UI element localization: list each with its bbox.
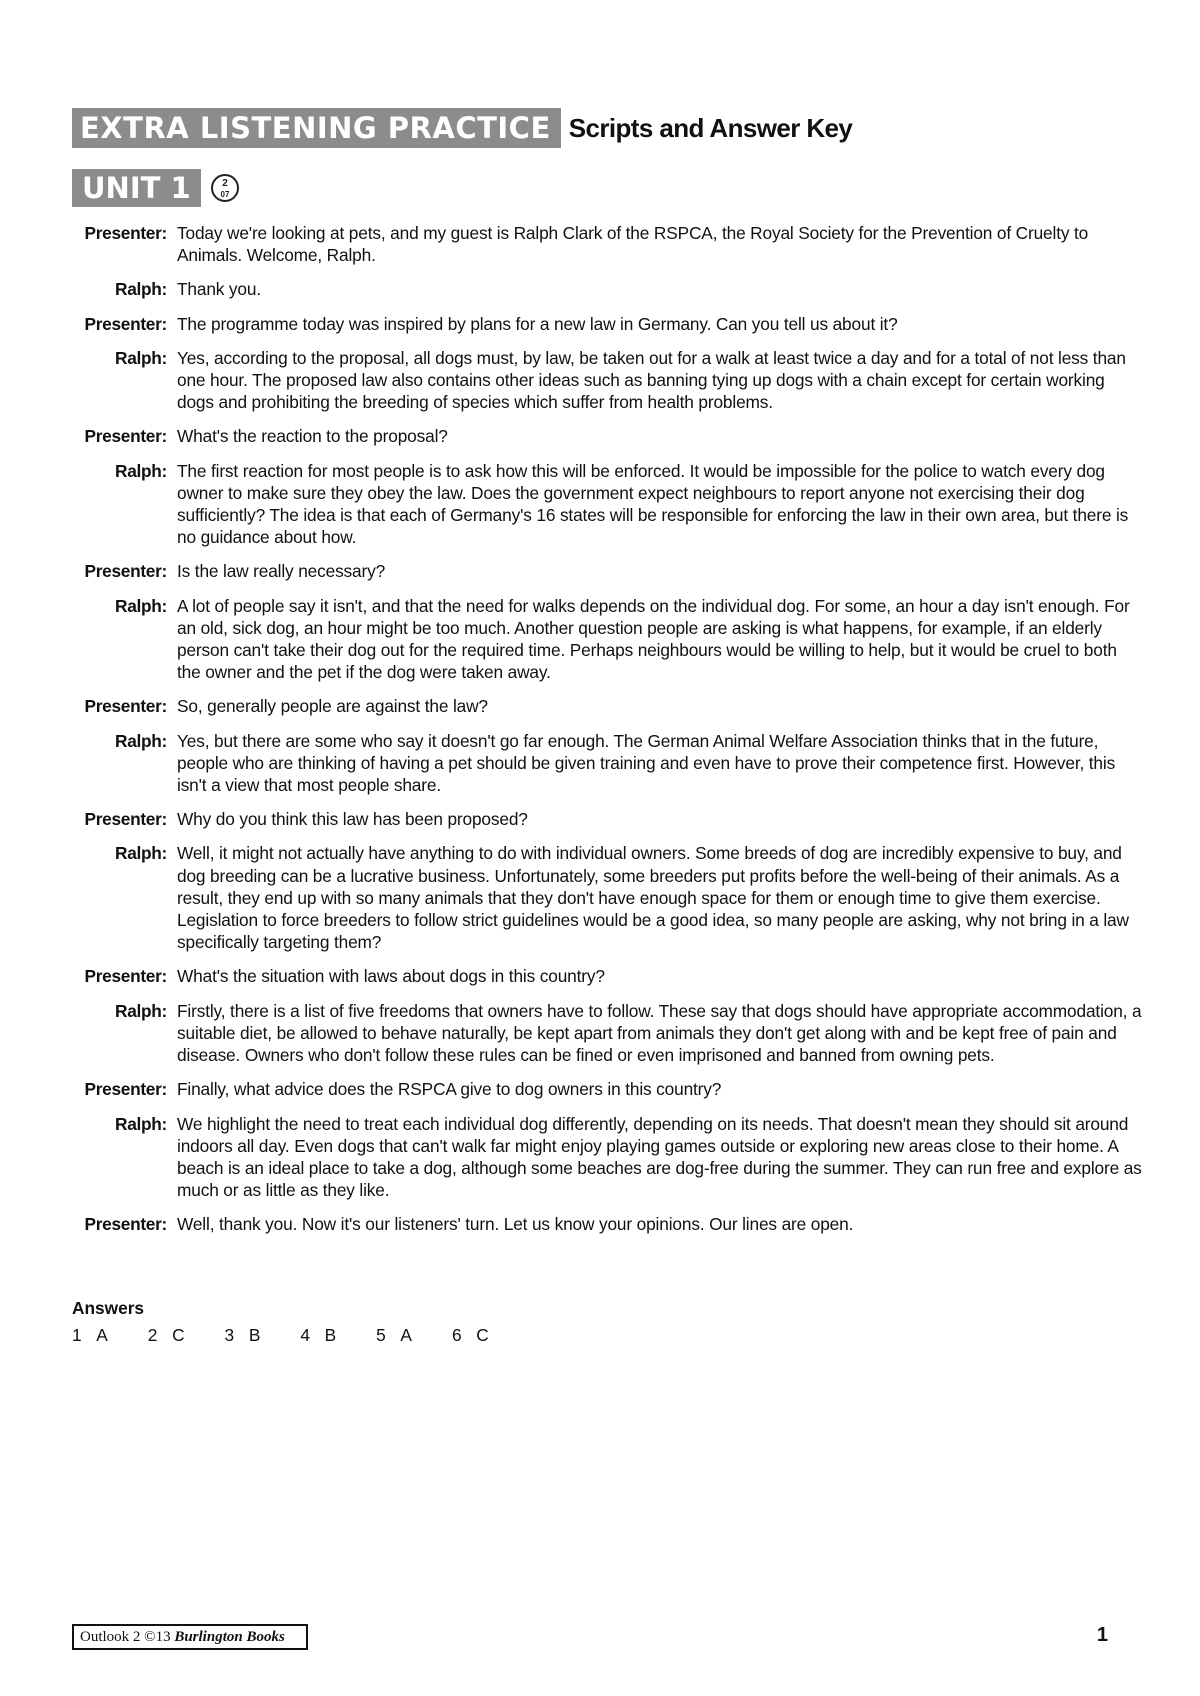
dialogue-line xyxy=(72,1000,1142,1067)
dialogue-line xyxy=(72,965,1142,987)
dialogue-line xyxy=(72,695,1142,717)
speaker-label: Presenter: xyxy=(84,561,167,582)
speech-text: The programme today was inspired by plans for a new law in Germany. Can you tell us about it? xyxy=(177,313,898,334)
track-number: 07 xyxy=(220,190,230,199)
answer-item xyxy=(225,1325,261,1346)
answers-title: Answers xyxy=(72,1298,145,1318)
dialogue-line xyxy=(72,278,1142,300)
dialogue-line xyxy=(72,730,1142,797)
answer-letter: B xyxy=(248,1325,261,1345)
answer-item xyxy=(72,1325,108,1346)
answer-item xyxy=(148,1325,185,1346)
speaker-label: Ralph: xyxy=(115,1113,167,1134)
answers-list xyxy=(72,1325,529,1346)
speaker-label: Presenter: xyxy=(84,966,167,987)
speaker-label: Presenter: xyxy=(84,223,167,243)
answer-letter: A xyxy=(96,1325,108,1345)
answer-letter: C xyxy=(172,1325,185,1345)
answer-number: 2 xyxy=(147,1325,158,1345)
speaker-label: Presenter: xyxy=(84,696,167,717)
section-subtitle: Scripts and Answer Key xyxy=(568,112,853,143)
speech-text: Today we're looking at pets, and my guest is Ralph Clark of the RSPCA, the Royal Society for the Prevention of Cruelty to Animals. Welcome, Ralph. xyxy=(177,223,1089,266)
dialogue-line xyxy=(72,347,1142,414)
speech-text: What's the situation with laws about dogs in this country? xyxy=(177,966,605,987)
unit-label: UNIT 1 xyxy=(72,169,201,207)
speaker-label: Presenter: xyxy=(84,1079,167,1100)
dialogue-script xyxy=(72,222,1142,1248)
answer-letter: C xyxy=(476,1325,489,1345)
answer-item xyxy=(376,1325,412,1346)
speaker-label: Ralph: xyxy=(115,279,167,300)
answer-number: 1 xyxy=(72,1325,82,1345)
answer-number: 4 xyxy=(300,1325,310,1345)
answer-item xyxy=(452,1325,489,1346)
unit-heading xyxy=(72,169,241,207)
speaker-label: Ralph: xyxy=(115,1000,167,1021)
dialogue-line xyxy=(72,1078,1142,1100)
speaker-label: Ralph: xyxy=(115,595,167,616)
speaker-label: Presenter: xyxy=(84,313,167,334)
speech-text: What's the reaction to the proposal? xyxy=(177,426,448,447)
answer-letter: A xyxy=(400,1325,412,1345)
section-title-box: EXTRA LISTENING PRACTICE xyxy=(72,108,561,148)
dialogue-line xyxy=(72,808,1142,830)
speech-text: Thank you. xyxy=(177,279,261,300)
cd-track-icon xyxy=(209,172,241,204)
speaker-label: Presenter: xyxy=(84,1214,167,1235)
speaker-label: Presenter: xyxy=(84,809,167,830)
speech-text: Well, thank you. Now it's our listeners' turn. Let us know your opinions. Our lines are open. xyxy=(177,1214,854,1235)
book-title: Outlook 2 xyxy=(80,1629,141,1645)
answer-number: 5 xyxy=(376,1325,386,1345)
speech-text: A lot of people say it isn't, and that the need for walks depends on the individual dog. For some, an hour a day isn't enough. For an old, sick dog, an hour might be too much. Another question people are asking is what happens, for example, if an elderly person can't take their dog out for the required time. Perhaps neighbours would be willing to help, but it would be cruel to both the owner and the pet if the dog were taken away. xyxy=(177,595,1130,683)
speaker-label: Ralph: xyxy=(115,347,167,368)
page-number: 1 xyxy=(1096,1624,1108,1646)
cd-number: 2 xyxy=(221,178,228,189)
publisher-name: Burlington Books xyxy=(174,1629,285,1645)
speech-text: Is the law really necessary? xyxy=(177,561,386,582)
speech-text: Firstly, there is a list of five freedoms that owners have to follow. These say that dogs should have appropriate accommodation, a suitable diet, be allowed to behave naturally, be kept apart from animals they don't get along with and be kept free of pain and disease. Owners who don't follow these rules can be fined or even imprisoned and banned from owning pets. xyxy=(177,1000,1142,1066)
answer-item xyxy=(300,1325,336,1346)
speech-text: Why do you think this law has been proposed? xyxy=(177,809,528,830)
answers-section xyxy=(72,1298,529,1346)
dialogue-line xyxy=(72,842,1142,953)
speech-text: So, generally people are against the law? xyxy=(177,696,488,717)
speaker-label: Ralph: xyxy=(115,730,167,751)
speech-text: The first reaction for most people is to ask how this will be enforced. It would be impossible for the police to watch every dog owner to make sure they obey the law. Does the government expect neighbours to report anyone not exercising their dog sufficiently? The idea is that each of Germany's 16 states will be responsible for enforcing the law in their own area, but there is no guidance about how. xyxy=(177,460,1129,548)
speech-text: We highlight the need to treat each individual dog differently, depending on its needs. That doesn't mean they should sit around indoors all day. Even dogs that can't walk far might enjoy playing games outside or exploring new areas close to their home. A beach is an ideal place to take a dog, although some beaches are dog-free during the summer. They can run free and explore as much or as little as they like. xyxy=(177,1113,1142,1201)
dialogue-line xyxy=(72,560,1142,582)
speaker-label: Presenter: xyxy=(84,426,167,447)
copyright-notice: ©13 xyxy=(144,1629,171,1645)
answer-letter: B xyxy=(324,1325,337,1345)
dialogue-line xyxy=(72,460,1142,549)
answer-number: 6 xyxy=(451,1325,462,1345)
speech-text: Well, it might not actually have anything to do with individual owners. Some breeds of dog are incredibly expensive to buy, and dog breeding can be a lucrative business. Unfortunately, some breeders put profits before the well-being of their animals. As a result, they end up with so many animals that they don't have enough space for them or enough time to give them exercise. Legislation to force breeders to follow strict guidelines would be a good idea, so many people are asking, why not bring in a law specifically targeting them? xyxy=(177,843,1129,953)
page-header xyxy=(72,108,852,148)
dialogue-line xyxy=(72,425,1142,447)
speech-text: Yes, but there are some who say it doesn't go far enough. The German Animal Welfare Association thinks that in the future, people who are thinking of having a pet should be given training and even have to prove their competence first. However, this isn't a view that most people share. xyxy=(177,730,1116,796)
speaker-label: Ralph: xyxy=(115,460,167,481)
dialogue-line xyxy=(72,1113,1142,1202)
dialogue-line xyxy=(72,222,1142,266)
dialogue-line xyxy=(72,1213,1142,1235)
speaker-label: Ralph: xyxy=(115,843,167,864)
answer-number: 3 xyxy=(224,1325,235,1345)
dialogue-line xyxy=(72,595,1142,684)
dialogue-line xyxy=(72,313,1142,335)
speech-text: Yes, according to the proposal, all dogs must, by law, be taken out for a walk at least twice a day and for a total of not less than one hour. The proposed law also contains other ideas such as banning tying up dogs with a chain except for certain working dogs and prohibiting the breeding of species which suffer from health problems. xyxy=(177,347,1126,413)
copyright-footer xyxy=(72,1624,308,1650)
speech-text: Finally, what advice does the RSPCA give to dog owners in this country? xyxy=(177,1079,722,1100)
